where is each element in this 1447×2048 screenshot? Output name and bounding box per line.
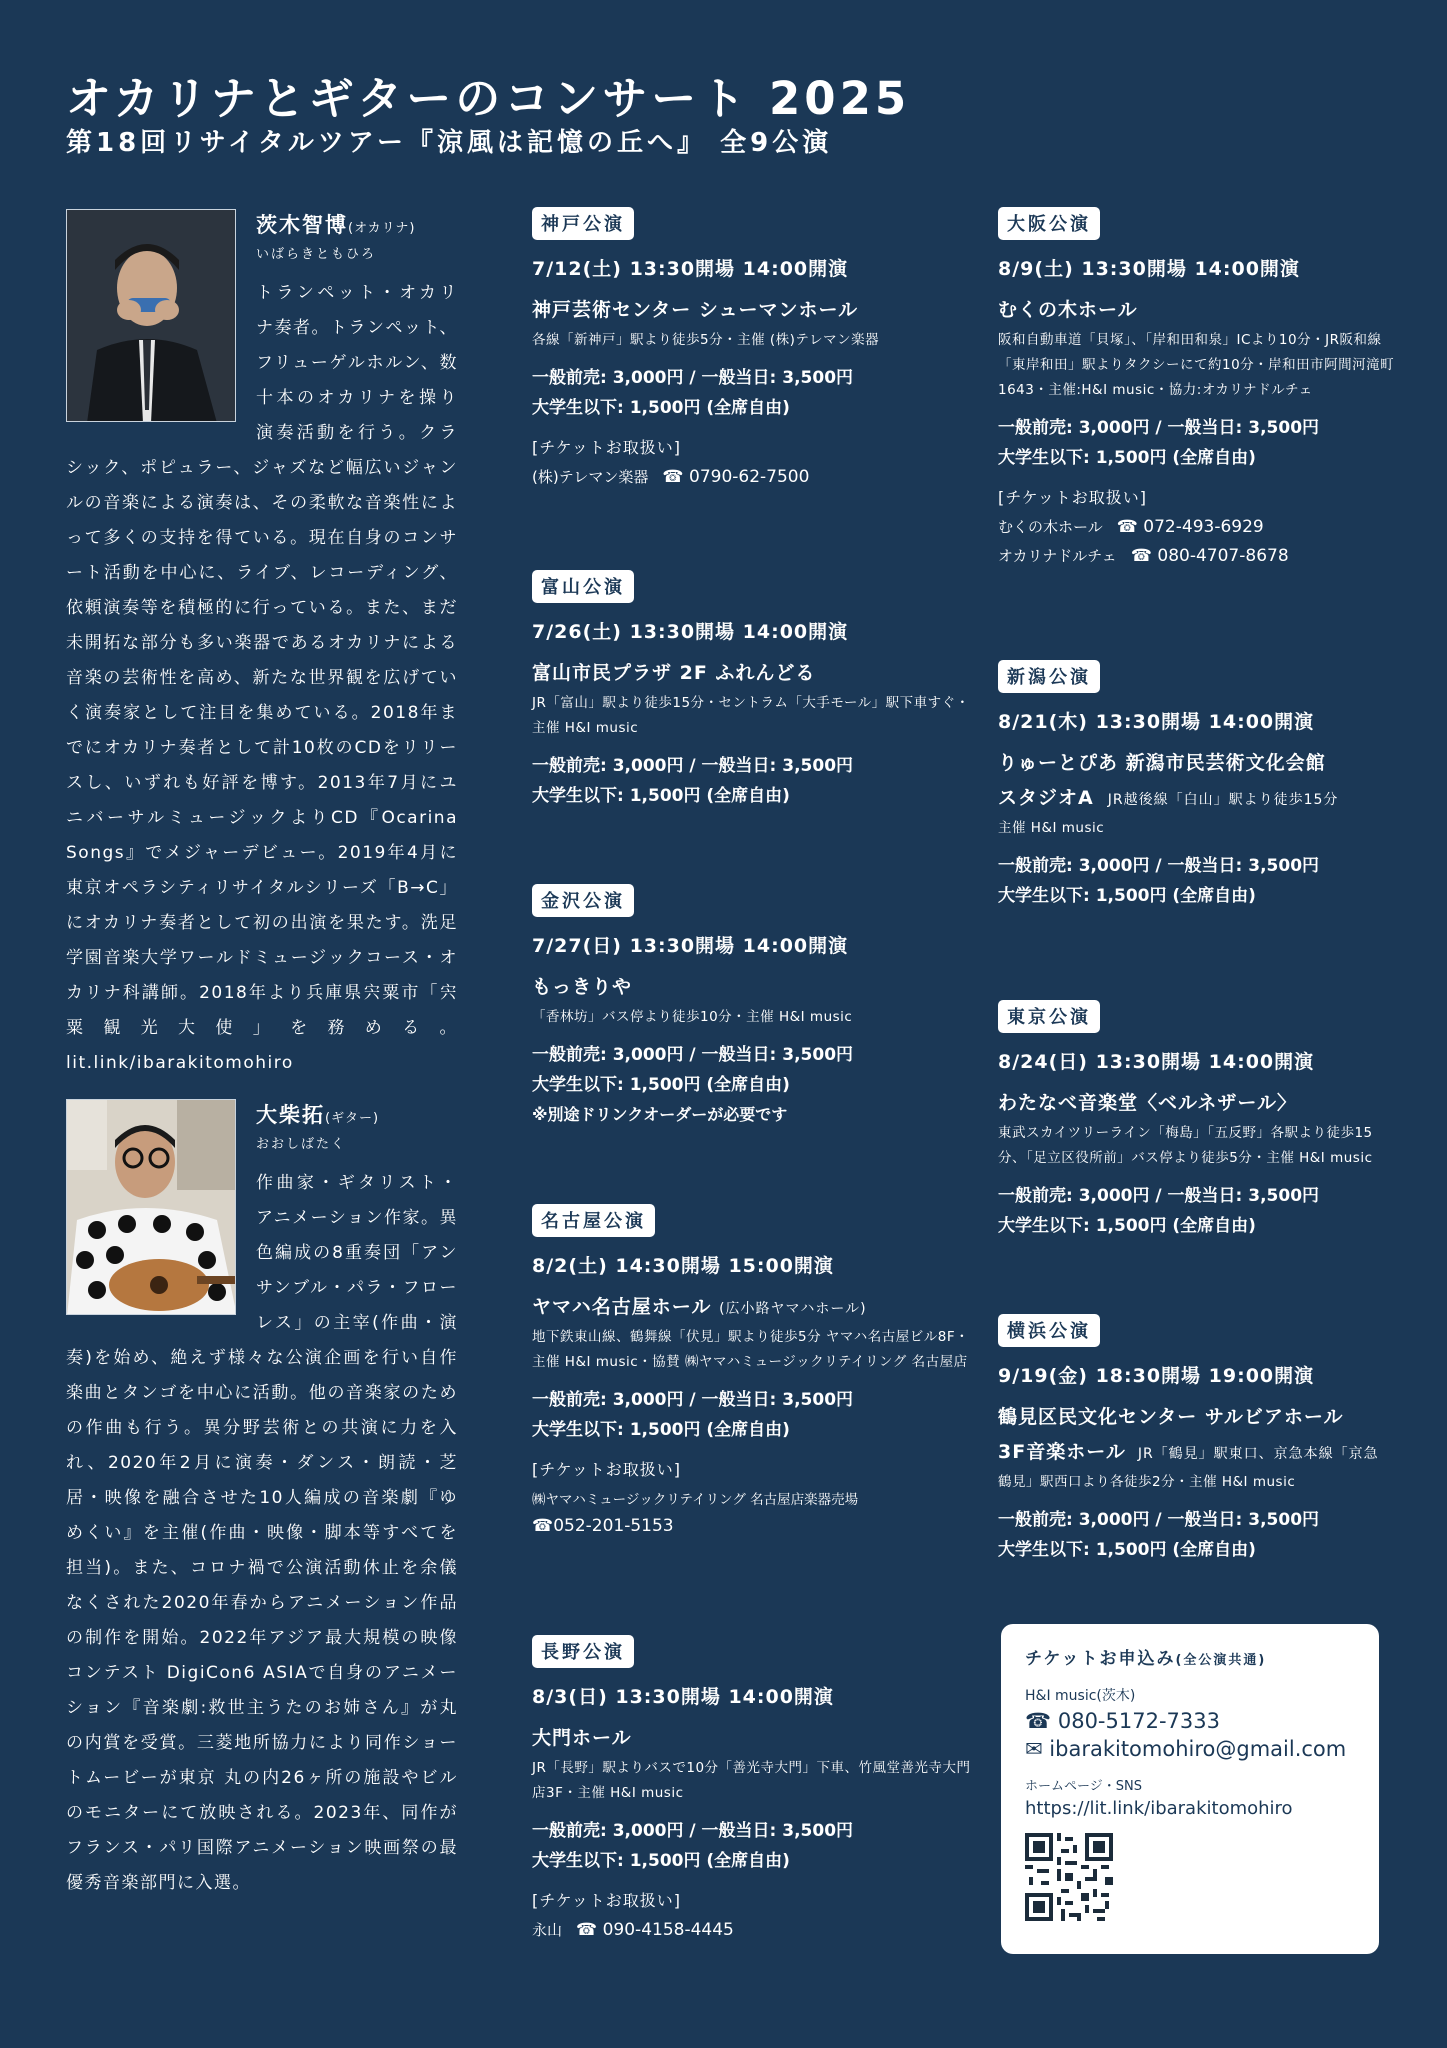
concert-date: 8/9(土) 13:30開場 14:00開演 [998,258,1300,280]
artist-bio: トランペット・オカリナ奏者。トランペット、フリューゲルホルン、数十本のオカリナを操り演奏活動を行う。クラシック、ポピュラー、ジャズなど幅広いジャンルの音楽による演奏は、その柔軟な音楽性によって多くの支持を得ている。現在自身のコンサート活動を中心に、ライブ、レコーディング、依頼演奏等を積極的に行っている。また、まだ未開拓な部分も多い楽器であるオカリナによる音楽の芸術性を高め、新たな世界観を広げていく演奏家として注目を集めている。2018年までにオカリナ奏者として計10枚のCDをリリースし、いずれも好評を博す。2013年7月にユニバーサルミュージックよりCD『Ocarina Songs』でメジャーデビュー。2019年4月に東京オペラシティリサイタルシリーズ「B→C」にオカリナ奏者として初の出演を果たす。洗足学園音楽大学ワールドミュージックコース・オカリナ科講師。2018年より兵庫県宍粟市「宍粟観光大使」を務める。lit.link/ibarakitomohiro [66,283,458,1073]
concert-date: 8/2(土) 14:30開場 15:00開演 [532,1255,834,1277]
ticket-contact-name: (株)テレマン楽器 [532,468,649,486]
ticket-contact-tel: 072-493-6929 [1143,517,1264,537]
concert-date: 8/21(木) 13:30開場 14:00開演 [998,711,1315,733]
artist-bio: 作曲家・ギタリスト・アニメーション作家。異色編成の8重奏団「アンサンブル・パラ・フローレス」の主宰(作曲・演奏)を始め、絶えず様々な公演企画を行い自作楽曲とタンゴを中心に活動。他の音楽家のための作曲も行う。異分野芸術との共演に力を入れ、2020年2月に演奏・ダンス・朗読・芝居・映像を融合させた10人編成の音楽劇『ゆめくい』を主催(作曲・映像・脚本等すべてを担当)。また、コロナ禍で公演活動休止を余儀なくされた2020年春からアニメーション作品の制作を開始。2022年アジア最大規模の映像コンテスト DigiCon6 ASIAで自身のアニメーション『音楽劇:救世主うたのお姉さん』が丸の内賞を受賞。三菱地所協力により同作ショートムービーが東京 丸の内26ヶ所の施設やビルのモニターにて放映される。2023年、同作がフランス・パリ国際アニメーション映画祭の最優秀音楽部門に入選。 [66,1173,458,1893]
concert-tag: 富山公演 [532,570,634,603]
artist-photo-oshiba [66,1099,236,1315]
ocarina-player-photo [67,210,236,422]
concert-price [998,1505,1398,1565]
concert-access: JR「長野」駅よりバスで10分「善光寺大門」下車、竹風堂善光寺大門店3F・主催 H&I music [532,1760,971,1801]
artist-role: (ギター) [325,1111,380,1126]
concert-kobe [532,207,982,487]
price-general: 一般前売: 3,000円 / 一般当日: 3,500円 [532,756,854,776]
qr-code[interactable] [1025,1833,1113,1921]
ticket-contact [532,466,982,487]
concert-toyama [532,570,982,811]
artist-name-text: 茨木智博 [256,213,348,237]
venue-sub: (広小路ヤマハホール) [719,1301,867,1317]
page-subtitle: 第18回リサイタルツアー『涼風は記憶の丘へ』 全9公演 [66,128,833,158]
info-tel [1025,1709,1355,1733]
artists-column [66,207,458,1901]
phone-icon: ☎ [662,467,689,487]
phone-icon: ☎ [576,1920,603,1940]
concert-tag: 金沢公演 [532,884,634,917]
price-student: 大学生以下: 1,500円 (全席自由) [532,1851,790,1871]
artist-photo-ibaraki [66,209,236,422]
venue-name: スタジオA [998,787,1094,809]
venue-name: ヤマハ名古屋ホール [532,1296,712,1318]
concert-price [998,413,1398,473]
concert-price [532,1816,982,1876]
concert-nagano [532,1635,982,1940]
price-general: 一般前売: 3,000円 / 一般当日: 3,500円 [532,1390,854,1410]
price-general: 一般前売: 3,000円 / 一般当日: 3,500円 [532,1821,854,1841]
ticket-contact-name: むくの木ホール [998,518,1103,536]
price-general: 一般前売: 3,000円 / 一般当日: 3,500円 [998,856,1320,876]
price-general: 一般前売: 3,000円 / 一般当日: 3,500円 [532,368,854,388]
concert-venue [532,1292,982,1319]
concert-venue: 大門ホール [532,1727,632,1749]
venue-access-inline: JR越後線「白山」駅より徒歩15分 [1107,792,1339,808]
artist-kana: いばらきともひろ [256,247,377,262]
concert-tokyo [998,1000,1398,1241]
phone-icon: ☎ [532,1516,554,1536]
concert-venue: 富山市民プラザ 2F ふれんどる [532,662,816,684]
ticket-heading: [チケットお取扱い] [998,488,1148,507]
ticket-info-box [1001,1624,1379,1954]
concert-nagoya [532,1204,982,1536]
concert-venue: 鶴見区民文化センター サルビアホール [998,1406,1344,1428]
artist-oshiba [66,1099,458,1901]
ticket-contact-tel: 080-4707-8678 [1157,546,1289,566]
page-title: オカリナとギターのコンサート 2025 [66,72,911,125]
concert-access: 地下鉄東山線、鶴舞線「伏見」駅より徒歩5分 ヤマハ名古屋ビル8F・主催 H&I music・協賛 ㈱ヤマハミュージックリテイリング 名古屋店 [532,1329,970,1370]
ticket-contact [532,1516,982,1536]
concert-access: 東武スカイツリーライン「梅島」「五反野」各駅より徒歩15分、「足立区役所前」バス停より徒歩5分・主催 H&I music [998,1125,1373,1166]
concert-price [532,363,982,423]
concert-date: 7/27(日) 13:30開場 14:00開演 [532,935,849,957]
artist-ibaraki [66,209,458,1081]
price-student: 大学生以下: 1,500円 (全席自由) [532,1075,790,1095]
artist-role: (オカリナ) [348,221,416,236]
concert-date: 9/19(金) 18:30開場 19:00開演 [998,1365,1315,1387]
ticket-contact-tel: 090-4158-4445 [602,1920,734,1940]
qr-code-icon [1025,1833,1113,1921]
concert-price [532,751,982,811]
info-title [1025,1644,1355,1669]
ticket-contact-name: 永山 [532,1921,563,1939]
ticket-contact-name: オカリナドルチェ [998,547,1117,565]
concert-tag: 横浜公演 [998,1314,1100,1347]
concert-yokohama [998,1314,1398,1565]
guitarist-photo [67,1100,236,1315]
concert-venue: 神戸芸術センター シューマンホール [532,299,859,321]
ticket-contact-tel: 052-201-5153 [553,1516,674,1536]
concert-venue: わたなべ音楽堂〈ベルネザール〉 [998,1092,1298,1114]
phone-icon: ☎ [1130,546,1158,566]
phone-icon: ☎ [1025,1709,1058,1733]
venue-name: 3F音楽ホール [998,1441,1126,1463]
price-student: 大学生以下: 1,500円 (全席自由) [532,398,790,418]
venue-access-inline: JR「鶴見」駅東口、京急本線「京急 [1137,1446,1379,1462]
concert-tag: 新潟公演 [998,660,1100,693]
ticket-contact [998,516,1398,537]
artist-kana: おおしばたく [256,1137,347,1152]
price-general: 一般前売: 3,000円 / 一般当日: 3,500円 [998,418,1320,438]
concert-venue: むくの木ホール [998,299,1138,321]
info-hp-label: ホームページ・SNS [1025,1779,1142,1794]
ticket-heading: [チケットお取扱い] [532,438,682,457]
mail-icon: ✉ [1025,1737,1050,1761]
concert-access: 主催 H&I music [998,820,1105,836]
concert-date: 8/24(日) 13:30開場 14:00開演 [998,1051,1315,1073]
price-general: 一般前売: 3,000円 / 一般当日: 3,500円 [532,1045,854,1065]
price-student: 大学生以下: 1,500円 (全席自由) [998,886,1256,906]
price-student: 大学生以下: 1,500円 (全席自由) [998,1540,1256,1560]
concert-venue-2 [998,783,1398,810]
info-title-text: チケットお申込み [1025,1649,1176,1669]
price-general: 一般前売: 3,000円 / 一般当日: 3,500円 [998,1186,1320,1206]
price-student: 大学生以下: 1,500円 (全席自由) [998,1216,1256,1236]
ticket-contact-tel: 0790-62-7500 [689,467,810,487]
info-email-address[interactable]: ibarakitomohiro@gmail.com [1049,1737,1347,1761]
ticket-heading: [チケットお取扱い] [532,1460,682,1479]
concert-tag: 東京公演 [998,1000,1100,1033]
ticket-heading: [チケットお取扱い] [532,1891,682,1910]
info-url[interactable]: https://lit.link/ibarakitomohiro [1025,1798,1293,1819]
concert-price [998,1181,1398,1241]
price-student: 大学生以下: 1,500円 (全席自由) [532,786,790,806]
ticket-contact [998,545,1398,566]
concert-venue-2 [998,1437,1398,1464]
concert-tag: 大阪公演 [998,207,1100,240]
price-general: 一般前売: 3,000円 / 一般当日: 3,500円 [998,1510,1320,1530]
concert-kanazawa [532,884,982,1130]
concert-venue: もっきりや [532,976,633,998]
concert-access: 阪和自動車道「貝塚」、「岸和田和泉」ICより10分・JR阪和線「東岸和田」駅よりタクシーにて約10分・岸和田市阿間河滝町1643・主催:H&I music・協力:オカリナドルチェ [998,332,1395,398]
info-mail [1025,1737,1355,1761]
info-org: H&I music(茨木) [1025,1688,1136,1704]
concert-tag: 長野公演 [532,1635,634,1668]
concert-date: 7/12(土) 13:30開場 14:00開演 [532,258,849,280]
concert-date: 7/26(土) 13:30開場 14:00開演 [532,621,849,643]
concert-price [532,1385,982,1445]
concert-venue: りゅーとぴあ 新潟市民芸術文化会館 [998,752,1326,774]
concert-tag: 神戸公演 [532,207,634,240]
phone-icon: ☎ [1116,517,1144,537]
ticket-contact [532,1919,982,1940]
concert-niigata [998,660,1398,911]
concert-access: 鶴見」駅西口より各徒歩2分・主催 H&I music [998,1474,1296,1490]
concert-note: ※別途ドリンクオーダーが必要です [532,1105,788,1124]
price-student: 大学生以下: 1,500円 (全席自由) [532,1420,790,1440]
concert-price [998,851,1398,911]
info-title-sub: (全公演共通) [1175,1653,1267,1668]
concert-price [532,1040,982,1100]
info-tel-number[interactable]: 080-5172-7333 [1057,1709,1220,1733]
concert-osaka [998,207,1398,566]
concert-date: 8/3(日) 13:30開場 14:00開演 [532,1686,834,1708]
concert-access: JR「富山」駅より徒歩15分・セントラム「大手モール」駅下車すぐ・主催 H&I music [532,695,970,736]
price-student: 大学生以下: 1,500円 (全席自由) [998,448,1256,468]
concert-access: 各線「新神戸」駅より徒歩5分・主催 (株)テレマン楽器 [532,332,880,348]
concert-tag: 名古屋公演 [532,1204,655,1237]
concert-access: 「香林坊」バス停より徒歩10分・主催 H&I music [532,1009,853,1025]
artist-name-text: 大柴拓 [256,1103,325,1127]
ticket-contact-name: ㈱ヤマハミュージックリテイリング 名古屋店楽器売場 [532,1492,859,1508]
